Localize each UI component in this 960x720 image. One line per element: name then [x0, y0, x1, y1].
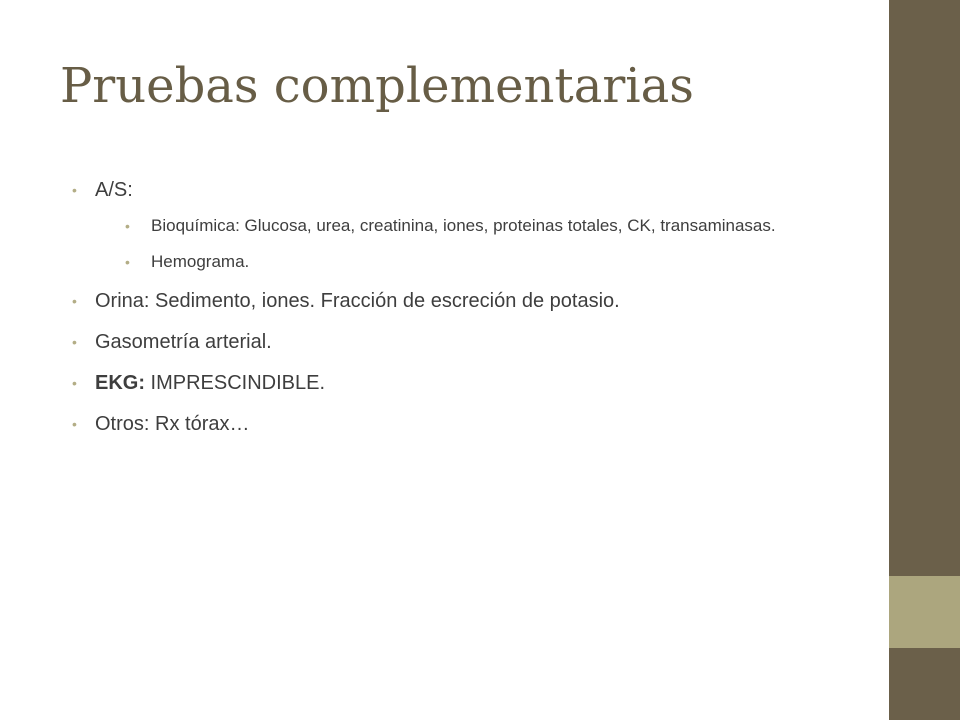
bullet-dot-icon: •	[72, 293, 77, 309]
bullet-dot-icon: •	[72, 334, 77, 350]
list-item-label: Bioquímica: Glucosa, urea, creatinina, iones, proteinas totales, CK, transaminasas.	[151, 216, 776, 235]
list-item-otros	[72, 410, 852, 438]
list-item-hemograma	[95, 250, 852, 274]
list-item-label-bold: EKG:	[95, 372, 145, 394]
list-item-label: A/S:	[95, 179, 133, 201]
bullet-dot-icon: •	[72, 182, 77, 198]
sub-list	[95, 214, 852, 274]
list-item-label: Gasometría arterial.	[95, 331, 272, 353]
list-item-ekg	[72, 369, 852, 397]
sidebar-accent-dark-top	[889, 0, 960, 576]
list-item-gasometria	[72, 328, 852, 356]
bullet-dot-icon: •	[125, 218, 130, 234]
slide-title: Pruebas complementarias	[60, 58, 694, 114]
bullet-dot-icon: •	[72, 375, 77, 391]
list-item-label: Orina: Sedimento, iones. Fracción de escreción de potasio.	[95, 290, 620, 312]
list-item-bioquimica	[95, 214, 852, 238]
sidebar-accent-dark-bottom	[889, 648, 960, 720]
bullet-dot-icon: •	[125, 254, 130, 270]
sidebar-accent-light	[889, 576, 960, 648]
list-item-as	[72, 176, 852, 274]
list-item-label: Hemograma.	[151, 252, 250, 271]
list-item-label: Otros: Rx tórax…	[95, 413, 250, 435]
bullet-list	[72, 176, 852, 451]
list-item-label: IMPRESCINDIBLE.	[145, 372, 326, 394]
bullet-dot-icon: •	[72, 416, 77, 432]
list-item-orina	[72, 287, 852, 315]
